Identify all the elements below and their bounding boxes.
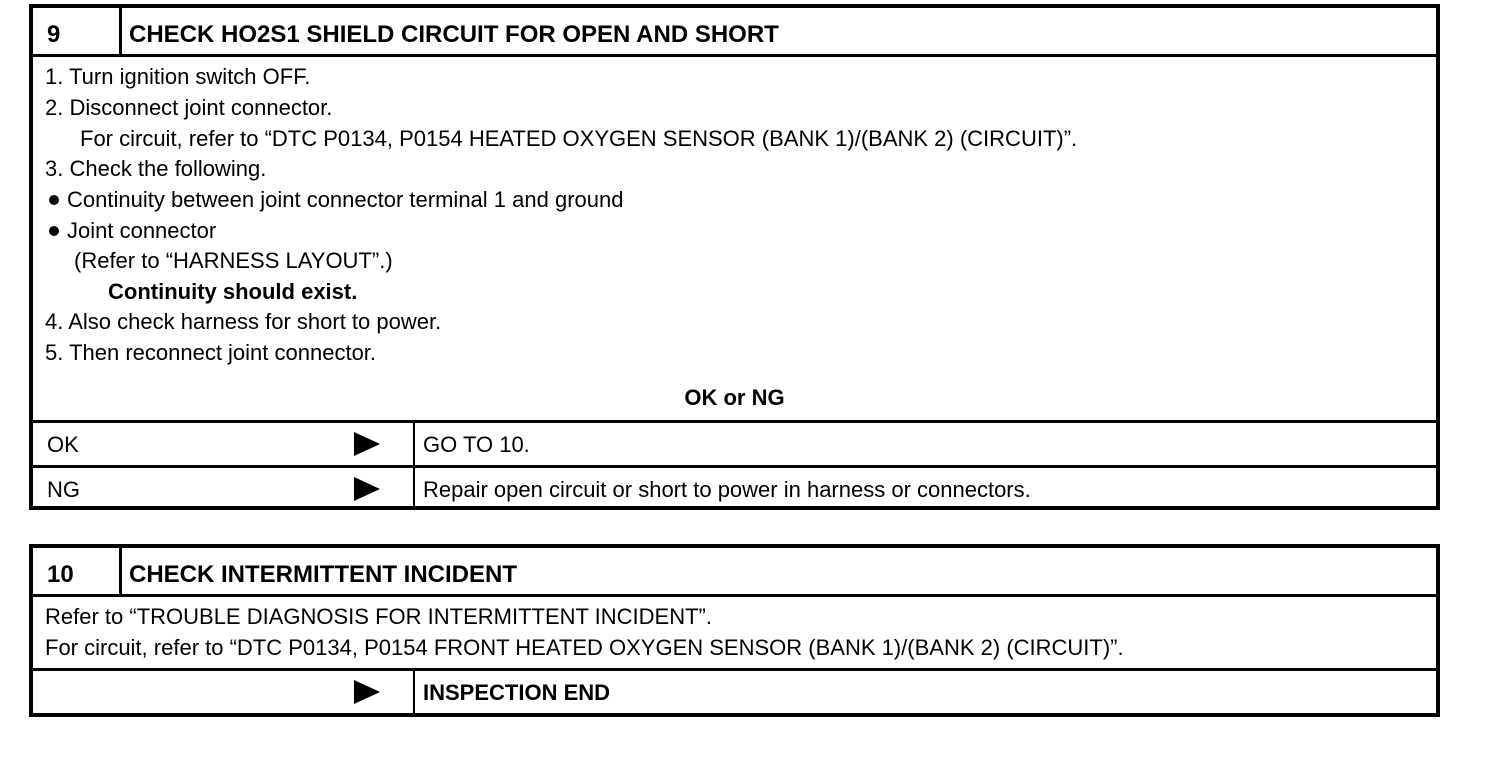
bullet-text: Joint connector [67, 218, 217, 243]
instruction-line: 4. Also check harness for short to power. [45, 309, 442, 334]
instruction-line: Refer to “TROUBLE DIAGNOSIS FOR INTERMITTENT INCIDENT”. [45, 604, 712, 629]
result-row-ok [33, 420, 1436, 465]
step-10-header [33, 548, 1436, 597]
instruction-line: 1. Turn ignition switch OFF. [45, 64, 311, 89]
bullet-line [45, 218, 216, 244]
step-number: 9 [47, 21, 61, 48]
header-divider [119, 8, 122, 54]
instruction-line: 2. Disconnect joint connector. [45, 95, 333, 120]
instruction-line: 5. Then reconnect joint connector. [45, 340, 377, 365]
step-title: CHECK HO2S1 SHIELD CIRCUIT FOR OPEN AND SHORT [129, 21, 779, 48]
right-triangle-arrow-icon [354, 477, 380, 501]
instruction-line: For circuit, refer to “DTC P0134, P0154 HEATED OXYGEN SENSOR (BANK 1)/(BANK 2) (CIRCUIT)”. [80, 126, 1078, 151]
result-action: INSPECTION END [423, 680, 611, 705]
result-divider [413, 468, 415, 510]
header-divider [119, 548, 122, 594]
result-divider [413, 671, 415, 713]
right-triangle-arrow-icon [354, 680, 380, 704]
result-action: Repair open circuit or short to power in harness or connectors. [423, 477, 1031, 502]
result-label: NG [47, 477, 80, 502]
step-9-header [33, 8, 1436, 57]
result-action: GO TO 10. [423, 432, 530, 457]
instruction-line: 3. Check the following. [45, 156, 267, 181]
expected-result: Continuity should exist. [108, 279, 358, 304]
bullet-line [45, 187, 623, 213]
bullet-dot-icon [49, 195, 59, 205]
instruction-line: For circuit, refer to “DTC P0134, P0154 FRONT HEATED OXYGEN SENSOR (BANK 1)/(BANK 2) (CIRCUIT)”. [45, 635, 1124, 660]
step-10-box [29, 544, 1440, 717]
result-heading: OK or NG [684, 385, 785, 410]
result-row-end [33, 668, 1436, 713]
instruction-line: (Refer to “HARNESS LAYOUT”.) [74, 248, 393, 273]
right-triangle-arrow-icon [354, 432, 380, 456]
result-divider [413, 423, 415, 465]
step-number: 10 [47, 561, 74, 588]
bullet-dot-icon [49, 226, 59, 236]
result-row-ng [33, 465, 1436, 510]
step-title: CHECK INTERMITTENT INCIDENT [129, 561, 517, 588]
bullet-text: Continuity between joint connector terminal 1 and ground [67, 187, 624, 212]
step-9-box [29, 4, 1440, 510]
result-label: OK [47, 432, 79, 457]
